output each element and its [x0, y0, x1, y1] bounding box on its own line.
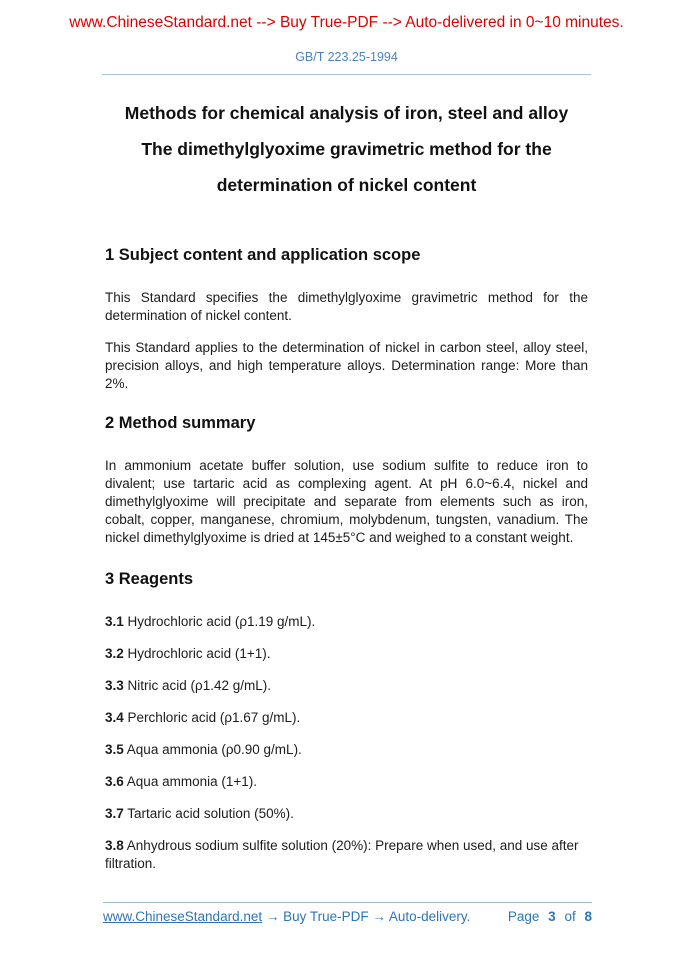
page-total: 8 [584, 909, 592, 924]
reagent-text: Aqua ammonia (ρ0.90 g/mL). [126, 742, 302, 757]
page-label: Page [507, 909, 540, 924]
reagent-item [105, 773, 588, 791]
section-heading-3: 3 Reagents [105, 570, 194, 588]
document-body [105, 245, 588, 873]
reagent-item [105, 709, 588, 727]
header-promo-text: www.ChineseStandard.net --> Buy True-PDF --> Auto-delivered in 0~10 minutes. [69, 14, 624, 31]
footer-link[interactable]: www.ChineseStandard.net [103, 909, 263, 924]
reagent-item [105, 677, 588, 695]
standard-number: GB/T 223.25-1994 [295, 50, 398, 64]
reagent-item [105, 741, 588, 759]
paragraph: This Standard specifies the dimethylglyoxime gravimetric method for the determination of nickel content. [105, 290, 588, 323]
footer-promo-text: → Buy True-PDF → Auto-delivery. [265, 909, 471, 924]
footer-promo [103, 908, 470, 925]
document-title [0, 95, 693, 203]
reagent-text: Perchloric acid (ρ1.67 g/mL). [127, 710, 301, 725]
reagent-text: Nitric acid (ρ1.42 g/mL). [127, 678, 272, 693]
title-line-3: determination of nickel content [216, 175, 477, 195]
page-indicator [508, 908, 592, 925]
reagent-number: 3.7 [105, 806, 124, 821]
reagent-number: 3.6 [105, 774, 124, 789]
reagent-number: 3.2 [105, 646, 124, 661]
reagent-text: Anhydrous sodium sulfite solution (20%): Prepare when used, and use after filtration. [105, 838, 579, 871]
reagent-number: 3.5 [105, 742, 124, 757]
reagent-number: 3.8 [105, 838, 124, 853]
reagent-item [105, 837, 588, 873]
page-current: 3 [548, 909, 556, 924]
of-label: of [564, 909, 576, 924]
reagent-number: 3.1 [105, 614, 124, 629]
section-heading-1: 1 Subject content and application scope [105, 246, 421, 264]
section-heading-2: 2 Method summary [105, 414, 256, 432]
paragraph: In ammonium acetate buffer solution, use sodium sulfite to reduce iron to divalent; use tartaric acid as complexing agent. At pH 6.0~6.4, nickel and dimethylglyoxime will precipitate and separate from elements such as iron, cobalt, copper, manganese, chromium, molybdenum, tungsten, vanadium. The nickel dimethylglyoxime is dried at 145±5°C and weighed to a constant weight. [105, 458, 588, 545]
reagent-number: 3.3 [105, 678, 124, 693]
page-footer [103, 902, 592, 925]
reagent-number: 3.4 [105, 710, 124, 725]
reagent-text: Aqua ammonia (1+1). [126, 774, 257, 789]
header-divider [102, 74, 591, 75]
title-line-1: Methods for chemical analysis of iron, steel and alloy [124, 103, 569, 123]
reagent-text: Hydrochloric acid (1+1). [127, 646, 271, 661]
reagent-item [105, 613, 588, 631]
reagent-item [105, 645, 588, 663]
paragraph: This Standard applies to the determination of nickel in carbon steel, alloy steel, precision alloys, and high temperature alloys. Determination range: More than 2%. [105, 340, 588, 391]
reagent-item [105, 805, 588, 823]
title-line-2: The dimethylglyoxime gravimetric method for the [141, 139, 552, 159]
reagent-text: Tartaric acid solution (50%). [127, 806, 294, 821]
reagent-text: Hydrochloric acid (ρ1.19 g/mL). [127, 614, 316, 629]
